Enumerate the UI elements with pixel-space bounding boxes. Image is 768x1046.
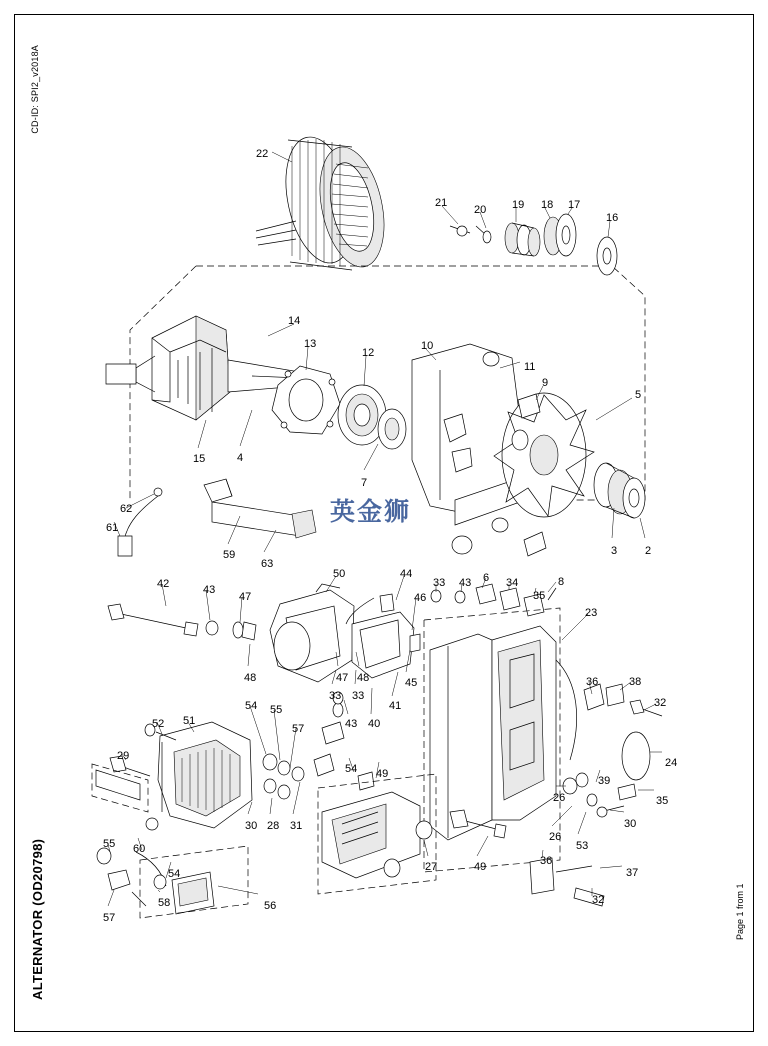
callout-38: 38 (629, 676, 642, 688)
callout-49: 49 (474, 861, 487, 873)
callout-8: 8 (558, 576, 565, 588)
part-rear-housing-23 (424, 608, 650, 872)
callout-15: 15 (193, 453, 206, 465)
callout-20: 20 (474, 204, 487, 216)
callout-30: 30 (245, 820, 258, 832)
callout-33: 33 (433, 577, 446, 589)
watermark-text: 英金狮 (330, 497, 412, 526)
callout-62: 62 (120, 503, 133, 515)
callout-50: 50 (333, 568, 346, 580)
callout-51: 51 (183, 715, 196, 727)
callout-5: 5 (635, 389, 642, 401)
callout-32: 32 (654, 697, 667, 709)
callout-26: 26 (549, 831, 562, 843)
callout-53: 53 (576, 840, 589, 852)
callout-40: 40 (368, 718, 381, 730)
callout-16: 16 (606, 212, 619, 224)
callout-41: 41 (389, 700, 402, 712)
callout-13: 13 (304, 338, 317, 350)
callout-52: 52 (152, 718, 165, 730)
callout-47: 47 (336, 672, 349, 684)
callout-19: 19 (512, 199, 525, 211)
callout-43: 43 (203, 584, 216, 596)
callout-43: 43 (459, 577, 472, 589)
callout-18: 18 (541, 199, 554, 211)
callout-36: 36 (586, 676, 599, 688)
part-stator-22 (256, 131, 394, 273)
callout-24: 24 (665, 757, 678, 769)
part-pulley-3 (594, 463, 645, 518)
callout-58: 58 (158, 897, 171, 909)
callout-63: 63 (261, 558, 274, 570)
callout-29: 29 (117, 750, 130, 762)
callout-47: 47 (239, 591, 252, 603)
callout-43: 43 (345, 718, 358, 730)
callout-27: 27 (425, 861, 438, 873)
callout-55: 55 (270, 704, 283, 716)
callout-57: 57 (292, 723, 305, 735)
part-wire-61 (118, 488, 162, 556)
part-bar-63 (204, 479, 316, 538)
part-bolt-42 (108, 604, 256, 640)
callout-57: 57 (103, 912, 116, 924)
callout-3: 3 (611, 545, 618, 557)
callout-11: 11 (524, 361, 536, 373)
callout-37: 37 (626, 867, 639, 879)
callout-10: 10 (421, 340, 434, 352)
callout-61: 61 (106, 522, 119, 534)
callout-45: 45 (405, 677, 418, 689)
callout-42: 42 (157, 578, 170, 590)
callout-9: 9 (542, 377, 549, 389)
callout-46: 46 (414, 592, 427, 604)
callout-21: 21 (435, 197, 448, 209)
callout-33: 33 (329, 690, 342, 702)
callout-55: 55 (103, 838, 116, 850)
callout-4: 4 (237, 452, 244, 464)
callout-35: 35 (533, 590, 546, 602)
callout-30: 30 (624, 818, 637, 830)
callout-28: 28 (267, 820, 280, 832)
callout-12: 12 (362, 347, 375, 359)
callout-54: 54 (345, 763, 358, 775)
callout-34: 34 (506, 577, 519, 589)
callout-60: 60 (133, 843, 146, 855)
callout-56: 56 (264, 900, 277, 912)
callout-48: 48 (244, 672, 257, 684)
callout-48: 48 (357, 672, 370, 684)
callout-2: 2 (645, 545, 652, 557)
callout-39: 39 (598, 775, 611, 787)
callout-14: 14 (288, 315, 301, 327)
part-rotor-14 (106, 316, 300, 420)
callout-35: 35 (656, 795, 669, 807)
callout-59: 59 (223, 549, 236, 561)
callout-7: 7 (361, 477, 368, 489)
callout-22: 22 (256, 148, 269, 160)
part-regulator-50 (270, 584, 354, 682)
callout-49: 49 (376, 768, 389, 780)
callout-17: 17 (568, 199, 581, 211)
callout-33: 33 (352, 690, 365, 702)
part-rear-cover-51 (158, 722, 252, 828)
callout-32: 32 (592, 894, 605, 906)
cd-id-label: CD-ID: SPI2_v2018A (30, 45, 40, 134)
part-bearing-12 (338, 385, 406, 449)
part-brush-assembly-44 (346, 594, 420, 678)
callout-36: 36 (540, 855, 553, 867)
page-title: ALTERNATOR (OD20798) (30, 838, 45, 1000)
callout-6: 6 (483, 572, 490, 584)
part-wire-60 (97, 846, 248, 918)
callout-54: 54 (245, 700, 258, 712)
page-number-label: Page 1 from 1 (735, 883, 745, 940)
callout-26: 26 (553, 792, 566, 804)
callout-44: 44 (400, 568, 413, 580)
callout-23: 23 (585, 607, 598, 619)
callout-54: 54 (168, 868, 181, 880)
callout-31: 31 (290, 820, 303, 832)
